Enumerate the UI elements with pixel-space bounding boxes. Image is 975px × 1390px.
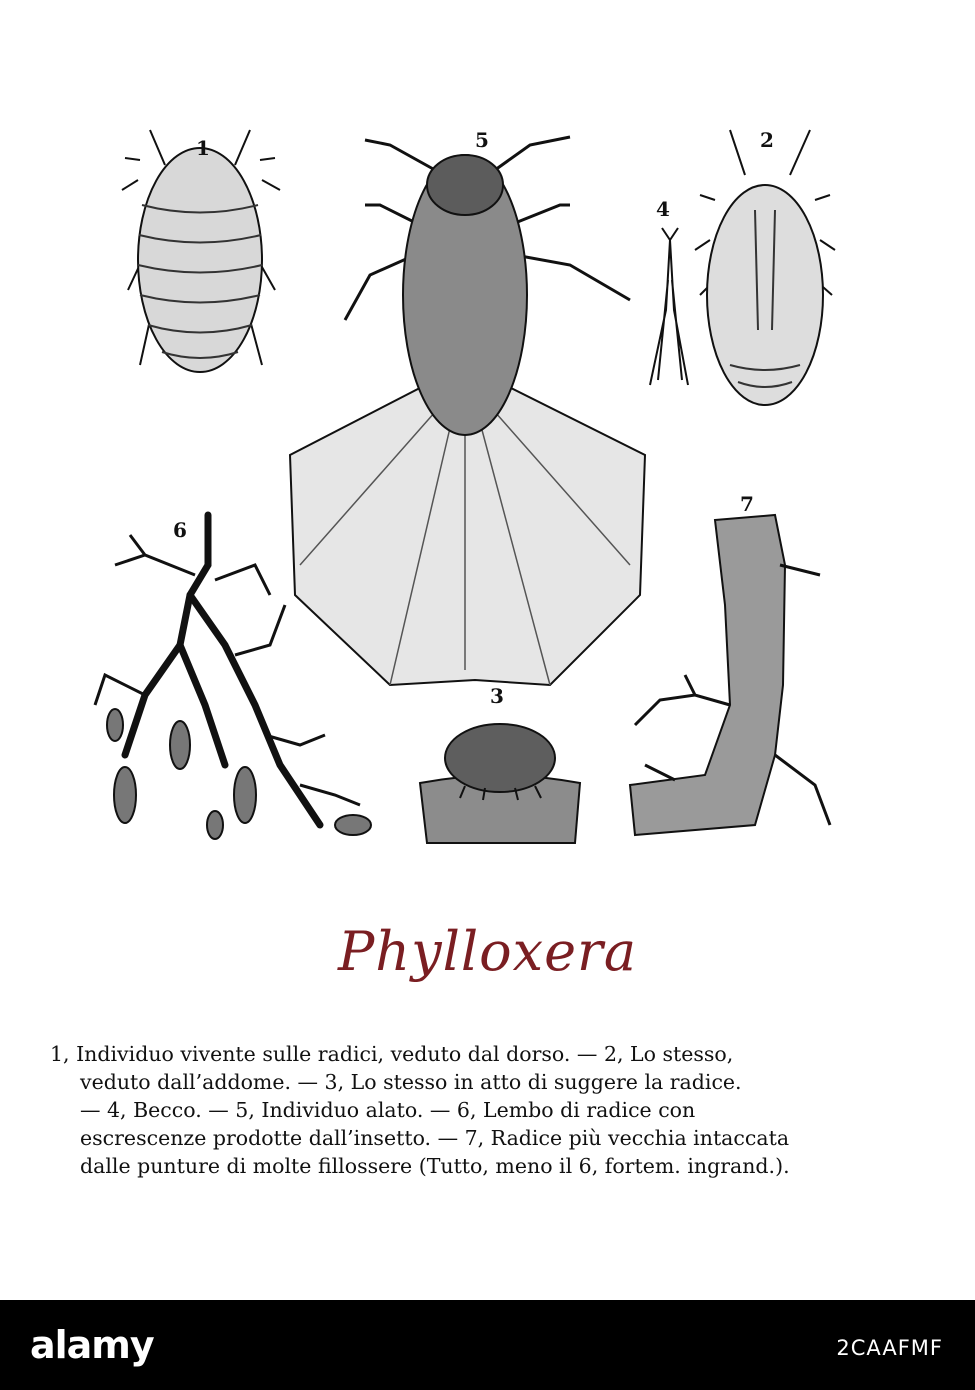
caption-line-1: 1, Individuo vivente sulle radici, veduto dal dorso. — 2, Lo stesso, (50, 1042, 734, 1066)
figure-7-label: 7 (740, 492, 754, 516)
caption-line-2: veduto dall’addome. — 3, Lo stesso in atto di suggere la radice. (80, 1070, 742, 1094)
brand-name[interactable]: alamy (30, 1323, 154, 1367)
caption-line-5: dalle punture di molte fillossere (Tutto, meno il 6, fortem. ingrand.). (80, 1154, 790, 1178)
figure-3-insect-on-root (415, 708, 585, 848)
figure-7-old-root (615, 505, 865, 845)
figure-4-label: 4 (656, 197, 670, 221)
figure-1-insect-dorsal (110, 120, 290, 400)
figure-5-label: 5 (475, 128, 489, 152)
image-id: 2CAAFMF (836, 1336, 943, 1360)
caption-line-4: escrescenze prodotte dall’insetto. — 7, Radice più vecchia intaccata (80, 1126, 790, 1150)
figure-1-label: 1 (196, 136, 210, 160)
plate-caption (50, 1040, 930, 1180)
caption-line-3: — 4, Becco. — 5, Individuo alato. — 6, Lembo di radice con (80, 1098, 696, 1122)
figure-6-root-with-galls (85, 505, 375, 855)
figure-3-label: 3 (490, 684, 504, 708)
figure-2-insect-ventral (690, 120, 840, 410)
figure-2-label: 2 (760, 128, 774, 152)
plate-title: Phylloxera (337, 920, 638, 983)
figure-6-label: 6 (173, 518, 187, 542)
